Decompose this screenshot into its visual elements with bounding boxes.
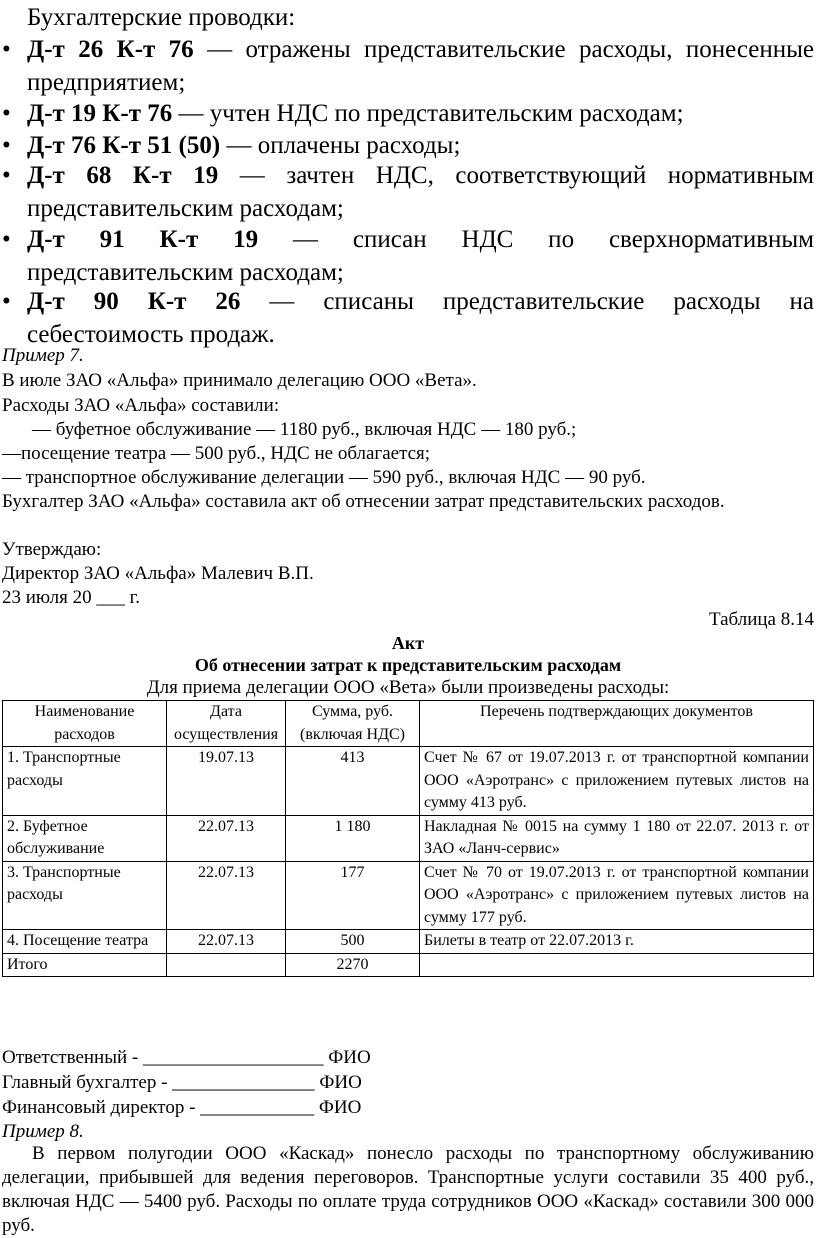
posting-description: — зачтен НДС, соответствующий нормативным <box>218 162 814 189</box>
expense-sum: 177 <box>286 861 420 930</box>
table-total-row <box>3 953 814 977</box>
expenses-table <box>2 700 814 977</box>
bullet-icon: • <box>2 36 11 63</box>
posting-accounts: Д-т 26 К-т 76 <box>27 36 194 63</box>
total-empty-cell <box>420 953 814 977</box>
signature-chief-accountant: Главный бухгалтер - _______________ ФИО <box>2 1072 362 1093</box>
example-8-title: Пример 8. <box>2 1121 84 1142</box>
posting-accounts: Д-т 19 К-т 76 <box>27 100 173 127</box>
posting-description: — списаны представительские расходы на <box>240 288 815 315</box>
expense-documents: Счет № 70 от 19.07.2013 г. от транспортной компании ООО «Аэротранс» с приложением путевых листов на сумму 177 руб. <box>420 861 814 930</box>
posting-description: — оплачены расходы; <box>220 132 461 159</box>
example-7-text: Бухгалтер ЗАО «Альфа» составила акт об отнесении затрат представительских расходов. <box>2 491 725 512</box>
total-empty-cell <box>167 953 286 977</box>
table-row <box>3 815 814 861</box>
bullet-icon: • <box>2 132 11 159</box>
example-7-text: Расходы ЗАО «Альфа» составили: <box>2 395 280 416</box>
signature-financial-director: Финансовый директор - ____________ ФИО <box>2 1097 362 1118</box>
posting-entry <box>0 286 816 351</box>
posting-entry <box>0 224 816 289</box>
posting-description-cont: представительским расходам; <box>27 258 344 286</box>
column-header: Сумма, руб. (включая НДС) <box>286 701 420 747</box>
table-header-row <box>3 701 814 747</box>
example-8-text: В первом полугодии ООО «Каскад» понесло расходы по транспортному обслуживанию делегации, прибывшей для ведения переговоров. Транспортные услуги составили 35 400 руб., включая НДС — 5400 руб. Расходы по оплате труда сотрудников ООО «Каскад» составили 300 000 руб. <box>2 1143 814 1236</box>
column-header: Перечень подтверждающих документов <box>420 701 814 747</box>
posting-description: — отражены представительские расходы, понесенные <box>193 36 814 63</box>
posting-description-cont: предприятием; <box>27 68 186 96</box>
posting-accounts: Д-т 90 К-т 26 <box>27 288 241 315</box>
expense-item: —посещение театра — 500 руб., НДС не облагается; <box>2 443 431 464</box>
total-label: Итого <box>3 953 167 977</box>
posting-description-cont: себестоимость продаж. <box>27 320 275 348</box>
posting-description: — учтен НДС по представительским расходам; <box>172 100 684 127</box>
posting-entry <box>0 160 816 225</box>
bullet-icon: • <box>2 100 11 127</box>
expense-sum: 1 180 <box>286 815 420 861</box>
posting-entry <box>0 98 816 131</box>
expense-item: — буфетное обслуживание — 1180 руб., включая НДС — 180 руб.; <box>32 419 577 440</box>
expense-sum: 500 <box>286 930 420 954</box>
bullet-icon: • <box>2 288 11 315</box>
expense-name: 3. Транспортные расходы <box>3 861 167 930</box>
approval-signatory: Директор ЗАО «Альфа» Малевич В.П. <box>2 563 314 584</box>
expense-name: 2. Буфетное обслуживание <box>3 815 167 861</box>
table-row <box>3 747 814 816</box>
expense-sum: 413 <box>286 747 420 816</box>
act-title: Акт <box>391 633 425 653</box>
posting-accounts: Д-т 76 К-т 51 (50) <box>27 132 221 159</box>
signature-responsible: Ответственный - ___________________ ФИО <box>2 1047 371 1068</box>
posting-entry <box>0 34 816 99</box>
expense-date: 22.07.13 <box>167 861 286 930</box>
posting-description: — списан НДС по сверхнормативным <box>258 226 814 253</box>
intro-heading: Бухгалтерские проводки: <box>27 4 296 31</box>
approval-label: Утверждаю: <box>2 539 102 560</box>
expense-name: 1. Транспортные расходы <box>3 747 167 816</box>
expense-date: 19.07.13 <box>167 747 286 816</box>
posting-accounts: Д-т 68 К-т 19 <box>27 162 219 189</box>
bullet-icon: • <box>2 226 11 253</box>
expense-item: — транспортное обслуживание делегации — 590 руб., включая НДС — 90 руб. <box>2 467 646 488</box>
act-caption: Для приема делегации ООО «Вета» были произведены расходы: <box>146 677 670 698</box>
posting-accounts: Д-т 91 К-т 19 <box>27 226 259 253</box>
expense-date: 22.07.13 <box>167 930 286 954</box>
expense-documents: Билеты в театр от 22.07.2013 г. <box>420 930 814 954</box>
expense-documents: Счет № 67 от 19.07.2013 г. от транспортной компании ООО «Аэротранс» с приложением путевых листов на сумму 413 руб. <box>420 747 814 816</box>
column-header: Дата осуществления <box>167 701 286 747</box>
example-7-text: В июле ЗАО «Альфа» принимало делегацию ООО «Вета». <box>2 370 477 391</box>
table-row <box>3 930 814 954</box>
act-subtitle: Об отнесении затрат к представительским расходам <box>194 655 622 675</box>
bullet-icon: • <box>2 162 11 189</box>
posting-entry <box>0 130 816 163</box>
table-number: Таблица 8.14 <box>708 609 814 630</box>
column-header: Наименование расходов <box>3 701 167 747</box>
expense-documents: Накладная № 0015 на сумму 1 180 от 22.07. 2013 г. от ЗАО «Ланч-сервис» <box>420 815 814 861</box>
expense-date: 22.07.13 <box>167 815 286 861</box>
table-row <box>3 861 814 930</box>
example-7-title: Пример 7. <box>2 345 84 366</box>
posting-description-cont: представительским расходам; <box>27 194 344 222</box>
expense-name: 4. Посещение театра <box>3 930 167 954</box>
total-value: 2270 <box>286 953 420 977</box>
approval-date: 23 июля 20 ___ г. <box>2 587 141 608</box>
